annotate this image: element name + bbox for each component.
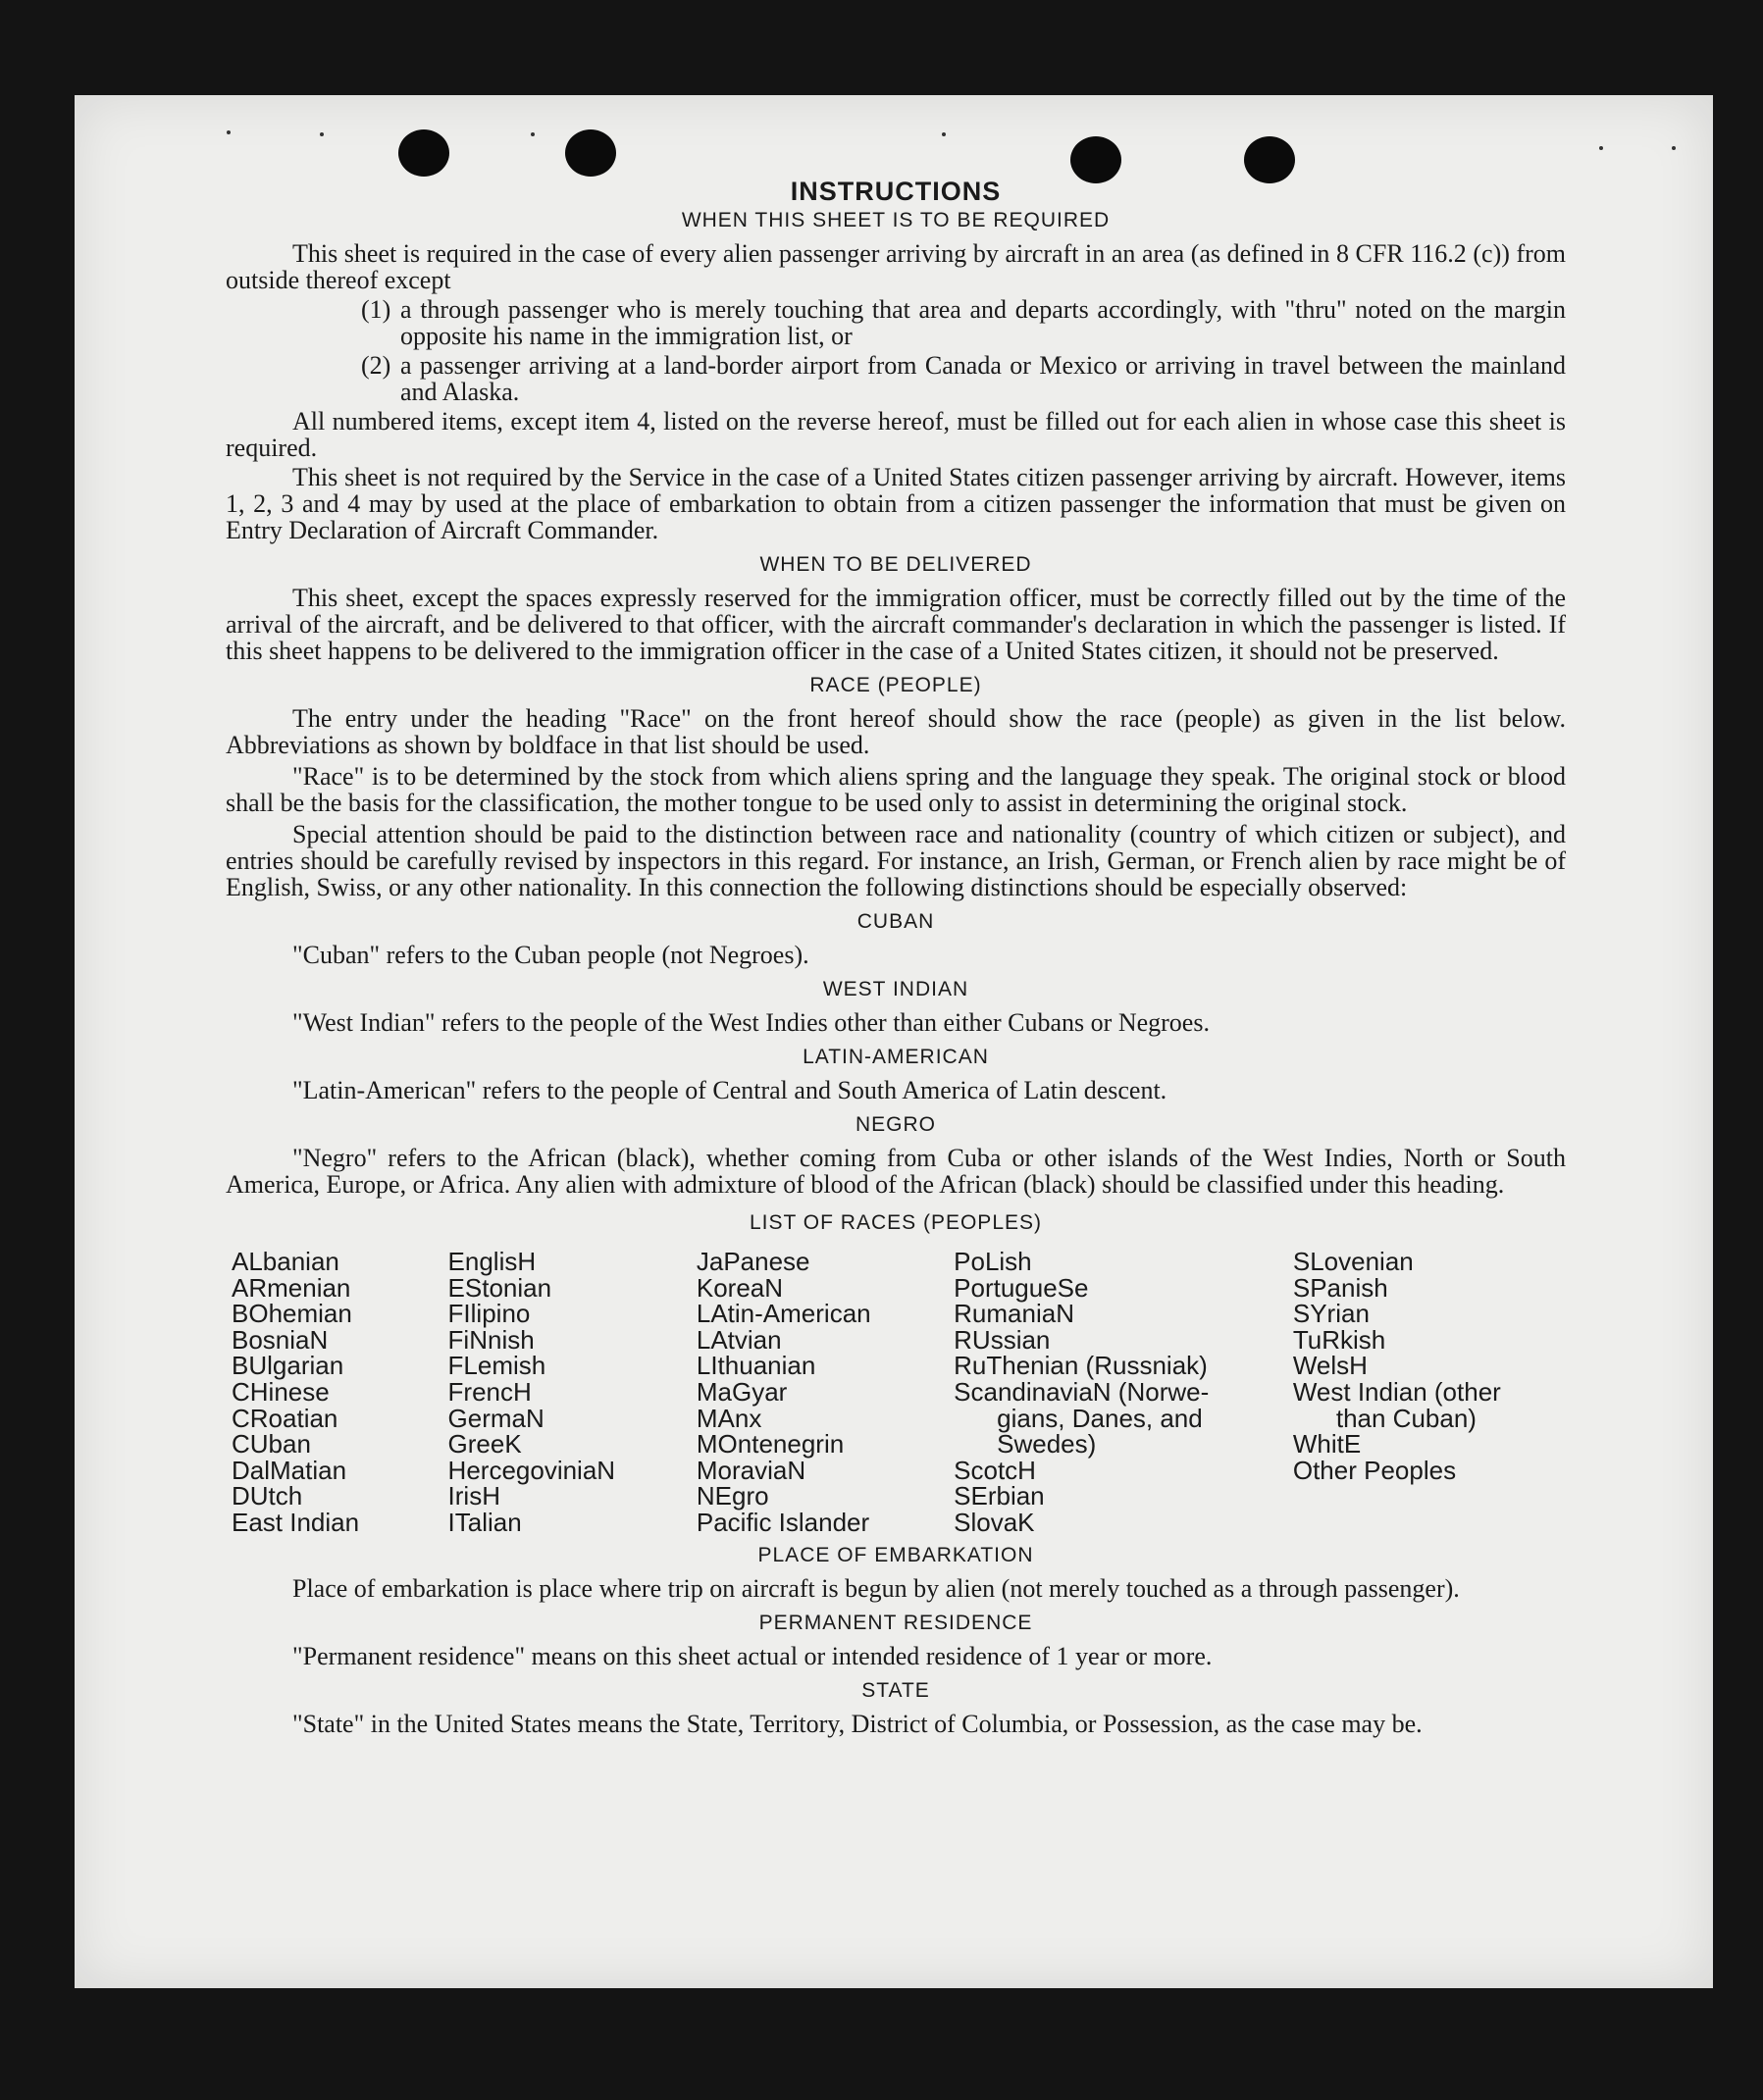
- paragraph: This sheet, except the spaces expressly reserved for the immigration officer, must be correctly filled out by the time of the arrival of the aircraft, and be delivered to that officer, with the aircraft commander's declaration in which the passenger is listed. If this sheet happens to be delivered to the immigration officer in the case of a United States citizen, it should not be preserved.: [226, 584, 1566, 665]
- race-list-item: EStonian: [447, 1272, 552, 1303]
- race-list-item: Pacific Islander: [696, 1507, 870, 1537]
- section-heading-list-of-races: LIST OF RACES (PEOPLES): [749, 1211, 1043, 1234]
- paper-speck: [227, 130, 231, 134]
- race-column: [954, 1249, 1293, 1536]
- list-item: [361, 296, 1566, 349]
- race-list-item: ALbanian: [232, 1247, 339, 1276]
- paragraph: This sheet is not required by the Service in the case of a United States citizen passenger arriving by aircraft. However, items 1, 2, 3 and 4 may by used at the place of embarkation to obtain from a citizen passenger the information that must be given on Entry Declaration of Aircraft Commander.: [226, 463, 1566, 544]
- race-list-item: GreeK: [447, 1429, 522, 1460]
- page-title: INSTRUCTIONS: [790, 177, 1002, 206]
- race-list-item: IrisH: [447, 1481, 500, 1511]
- race-list-item: ScotcH: [954, 1455, 1036, 1485]
- instructions-body: [226, 177, 1566, 1737]
- race-list-item: CUban: [232, 1429, 311, 1460]
- paper-speck: [531, 132, 535, 136]
- paragraph: "Latin-American" refers to the people of Central and South America of Latin descent.: [292, 1076, 1167, 1104]
- race-list-item: DUtch: [232, 1481, 303, 1511]
- race-column: [697, 1249, 954, 1536]
- race-list: [232, 1249, 1566, 1536]
- race-list-item: MoraviaN: [696, 1455, 806, 1485]
- race-list-item: FiNnish: [447, 1324, 535, 1355]
- race-list-item: CHinese: [232, 1376, 330, 1407]
- race-list-item: SPanish: [1292, 1272, 1388, 1303]
- race-list-item: RuThenian (Russniak): [954, 1351, 1208, 1381]
- punch-hole: [565, 129, 616, 177]
- race-list-item: BOhemian: [232, 1299, 352, 1329]
- paragraph: "State" in the United States means the State, Territory, District of Columbia, or Possession, as the case may be.: [292, 1709, 1423, 1738]
- race-list-item: ITalian: [447, 1507, 522, 1537]
- race-list-item: MAnx: [696, 1403, 762, 1433]
- race-list-item: SErbian: [954, 1481, 1045, 1511]
- section-heading-when-required: WHEN THIS SHEET IS TO BE REQUIRED: [681, 209, 1111, 231]
- race-list-item: FrencH: [447, 1376, 532, 1407]
- race-list-item: East Indian: [232, 1507, 360, 1537]
- paragraph: "Race" is to be determined by the stock from which aliens spring and the language they speak. The original stock or blood shall be the basis for the classification, the mother tongue to be used only to assist in determining the original stock.: [226, 762, 1566, 817]
- section-heading-when-delivered: WHEN TO BE DELIVERED: [759, 553, 1032, 576]
- paragraph: Place of embarkation is place where trip on aircraft is begun by alien (not merely touched as a through passenger).: [292, 1573, 1460, 1603]
- section-heading-cuban: CUBAN: [856, 910, 935, 933]
- race-list-item: EnglisH: [447, 1247, 537, 1276]
- race-list-item: SLovenian: [1292, 1247, 1414, 1276]
- section-heading-state: STATE: [861, 1678, 930, 1702]
- race-list-item: ARmenian: [232, 1272, 351, 1303]
- item-text: a through passenger who is merely touching that area and departs accordingly, with "thru" noted on the margin opposite his name in the immigration list, or: [400, 295, 1566, 350]
- item-number: (1): [361, 295, 391, 324]
- race-list-item: GermaN: [447, 1403, 544, 1433]
- race-list-item: SYrian: [1292, 1299, 1370, 1329]
- race-list-item: JaPanese: [696, 1247, 810, 1276]
- section-heading-latin-american: LATIN-AMERICAN: [803, 1046, 989, 1068]
- race-list-item: ScandinaviaN (Norwe-: [954, 1376, 1210, 1407]
- race-column: [448, 1249, 697, 1536]
- race-list-item: RUssian: [954, 1324, 1051, 1355]
- paragraph: The entry under the heading "Race" on the front hereof should show the race (people) as given in the list below. Abbreviations as shown by boldface in that list should be used.: [226, 704, 1566, 759]
- race-list-item: MaGyar: [696, 1376, 788, 1407]
- paragraph: This sheet is required in the case of every alien passenger arriving by aircraft in an area (as defined in 8 CFR 116.2 (c)) from outside thereof except: [226, 239, 1566, 294]
- race-list-item: FIlipino: [447, 1299, 531, 1329]
- paragraph: All numbered items, except item 4, listed on the reverse hereof, must be filled out for each alien in whose case this sheet is required.: [226, 407, 1566, 462]
- paper-speck: [1672, 146, 1676, 150]
- paper-speck: [942, 132, 946, 136]
- paragraph: "Negro" refers to the African (black), whether coming from Cuba or other islands of the West Indies, North or South America, Europe, or Africa. Any alien with admixture of blood of the African (black) should be classified under this heading.: [226, 1144, 1566, 1199]
- list-item: [361, 352, 1566, 405]
- race-list-item: BosniaN: [232, 1324, 329, 1355]
- race-list-item: LAtvian: [696, 1324, 782, 1355]
- race-list-item: CRoatian: [232, 1403, 338, 1433]
- paragraph: "Cuban" refers to the Cuban people (not Negroes).: [292, 941, 809, 969]
- race-list-item: PortugueSe: [954, 1272, 1089, 1303]
- paragraph: "West Indian" refers to the people of the West Indies other than either Cubans or Negroes.: [292, 1008, 1210, 1037]
- item-number: (2): [361, 351, 391, 380]
- section-heading-permanent-residence: PERMANENT RESIDENCE: [758, 1611, 1033, 1634]
- race-list-item: LIthuanian: [696, 1351, 816, 1381]
- section-heading-negro: NEGRO: [855, 1113, 936, 1136]
- race-list-item: TuRkish: [1292, 1324, 1386, 1355]
- race-column: [232, 1249, 448, 1536]
- race-list-item: Swedes): [997, 1429, 1097, 1460]
- race-list-item: gians, Danes, and: [997, 1403, 1203, 1433]
- race-list-item: SlovaK: [954, 1507, 1035, 1537]
- section-heading-embarkation: PLACE OF EMBARKATION: [757, 1543, 1034, 1566]
- paragraph: "Permanent residence" means on this sheet actual or intended residence of 1 year or more.: [292, 1641, 1213, 1670]
- race-list-item: DalMatian: [232, 1455, 347, 1485]
- race-list-item: MOntenegrin: [696, 1429, 845, 1460]
- race-list-item: WhitE: [1292, 1429, 1362, 1460]
- race-list-item: KoreaN: [696, 1272, 784, 1303]
- paper-speck: [320, 132, 324, 136]
- race-list-item: RumaniaN: [954, 1299, 1074, 1329]
- race-list-item: FLemish: [447, 1351, 546, 1381]
- race-list-item: LAtin-American: [696, 1299, 871, 1329]
- race-list-item: NEgro: [696, 1481, 769, 1511]
- punch-hole: [398, 129, 449, 177]
- race-column: [1293, 1249, 1566, 1536]
- race-list-item: PoLish: [954, 1247, 1032, 1276]
- section-heading-race: RACE (PEOPLE): [809, 674, 982, 696]
- race-list-item: WelsH: [1292, 1351, 1368, 1381]
- race-list-item: BUlgarian: [232, 1351, 344, 1381]
- race-list-item: West Indian (other: [1292, 1376, 1501, 1407]
- paper-speck: [1599, 146, 1603, 150]
- item-text: a passenger arriving at a land-border airport from Canada or Mexico or arriving in travel between the mainland and Alaska.: [400, 351, 1566, 406]
- race-list-item: Other Peoples: [1292, 1455, 1457, 1485]
- paragraph: Special attention should be paid to the distinction between race and nationality (country of which citizen or subject), and entries should be carefully revised by inspectors in this regard. For instance, an Irish, German, or French alien by race might be of English, Swiss, or any other nationality. In this connection the following distinctions should be especially observed:: [226, 820, 1566, 901]
- section-heading-west-indian: WEST INDIAN: [822, 978, 969, 1000]
- race-list-item: HercegoviniaN: [447, 1455, 616, 1485]
- race-list-item: than Cuban): [1335, 1403, 1477, 1433]
